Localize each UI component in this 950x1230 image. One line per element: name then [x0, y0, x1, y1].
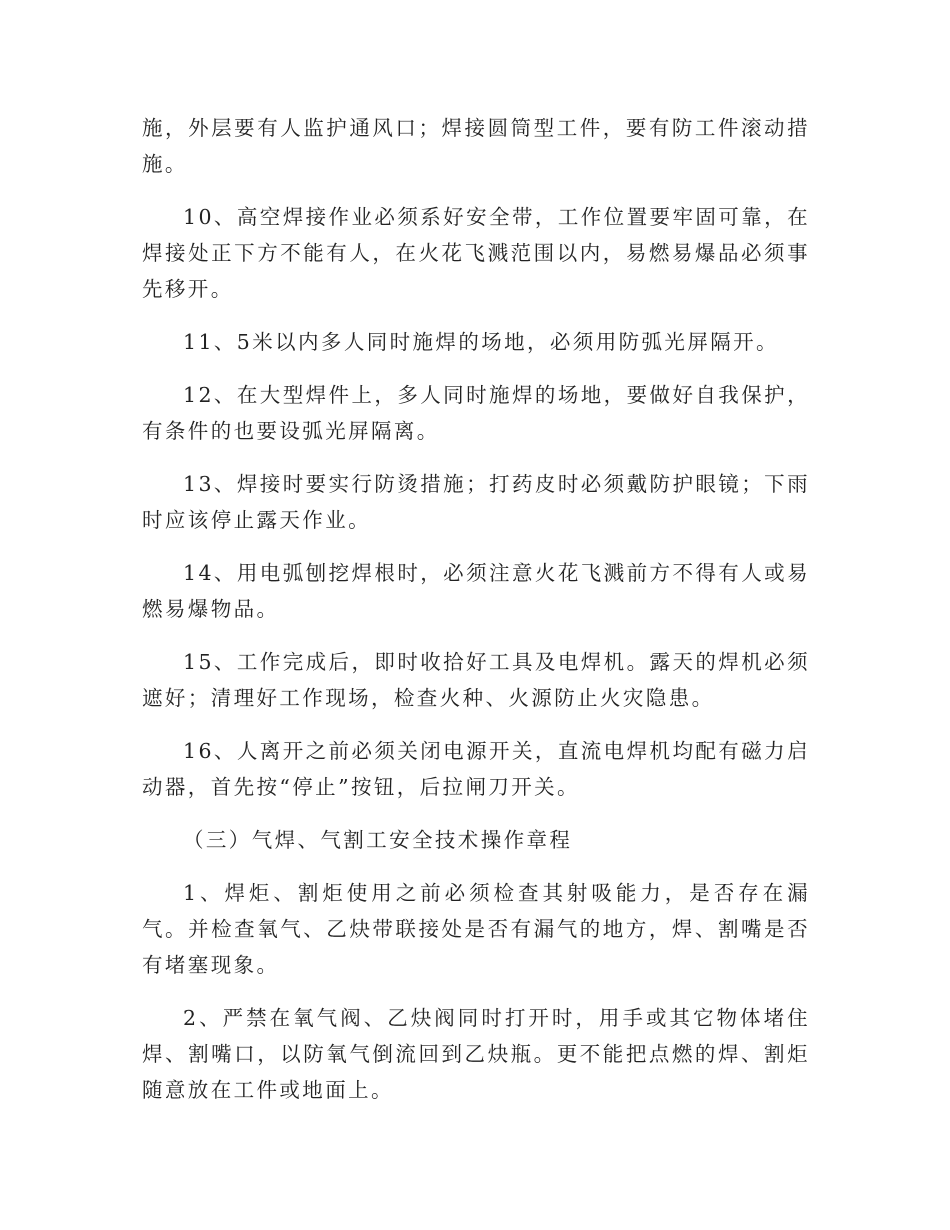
paragraph-item-15: 15、工作完成后，即时收拾好工具及电焊机。露天的焊机必须遮好；清理好工作现场，检查火种、火源防止火灾隐患。: [142, 650, 810, 710]
section-heading: （三）气焊、气割工安全技术操作章程: [183, 828, 573, 852]
paragraph-item-12: 12、在大型焊件上，多人同时施焊的场地，要做好自我保护，有条件的也要设弧光屏隔离。: [142, 383, 810, 443]
paragraph-item-13: 13、焊接时要实行防烫措施；打药皮时必须戴防护眼镜；下雨时应该停止露天作业。: [142, 472, 810, 532]
paragraph-item-2: 2、严禁在氧气阀、乙炔阀同时打开时，用手或其它物体堵住焊、割嘴口，以防氧气倒流回到乙炔瓶。更不能把点燃的焊、割炬随意放在工件或地面上。: [142, 1006, 810, 1102]
paragraph-item-11: 11、5米以内多人同时施焊的场地，必须用防弧光屏隔开。: [183, 330, 779, 354]
paragraph-item-1: 1、焊炬、割炬使用之前必须检查其射吸能力，是否存在漏气。并检查氧气、乙炔带联接处是否有漏气的地方，焊、割嘴是否有堵塞现象。: [142, 881, 810, 977]
paragraph-item-16: 16、人离开之前必须关闭电源开关，直流电焊机均配有磁力启动器，首先按“停止”按钮，后拉闸刀开关。: [142, 739, 810, 799]
paragraph-continuation: 施，外层要有人监护通风口；焊接圆筒型工件，要有防工件滚动措施。: [142, 116, 810, 176]
paragraph-item-14: 14、用电弧刨挖焊根时，必须注意火花飞溅前方不得有人或易燃易爆物品。: [142, 561, 810, 621]
paragraph-item-10: 10、高空焊接作业必须系好安全带，工作位置要牢固可靠，在焊接处正下方不能有人，在火花飞溅范围以内，易燃易爆品必须事先移开。: [142, 205, 810, 301]
document-page: [142, 110, 810, 1108]
